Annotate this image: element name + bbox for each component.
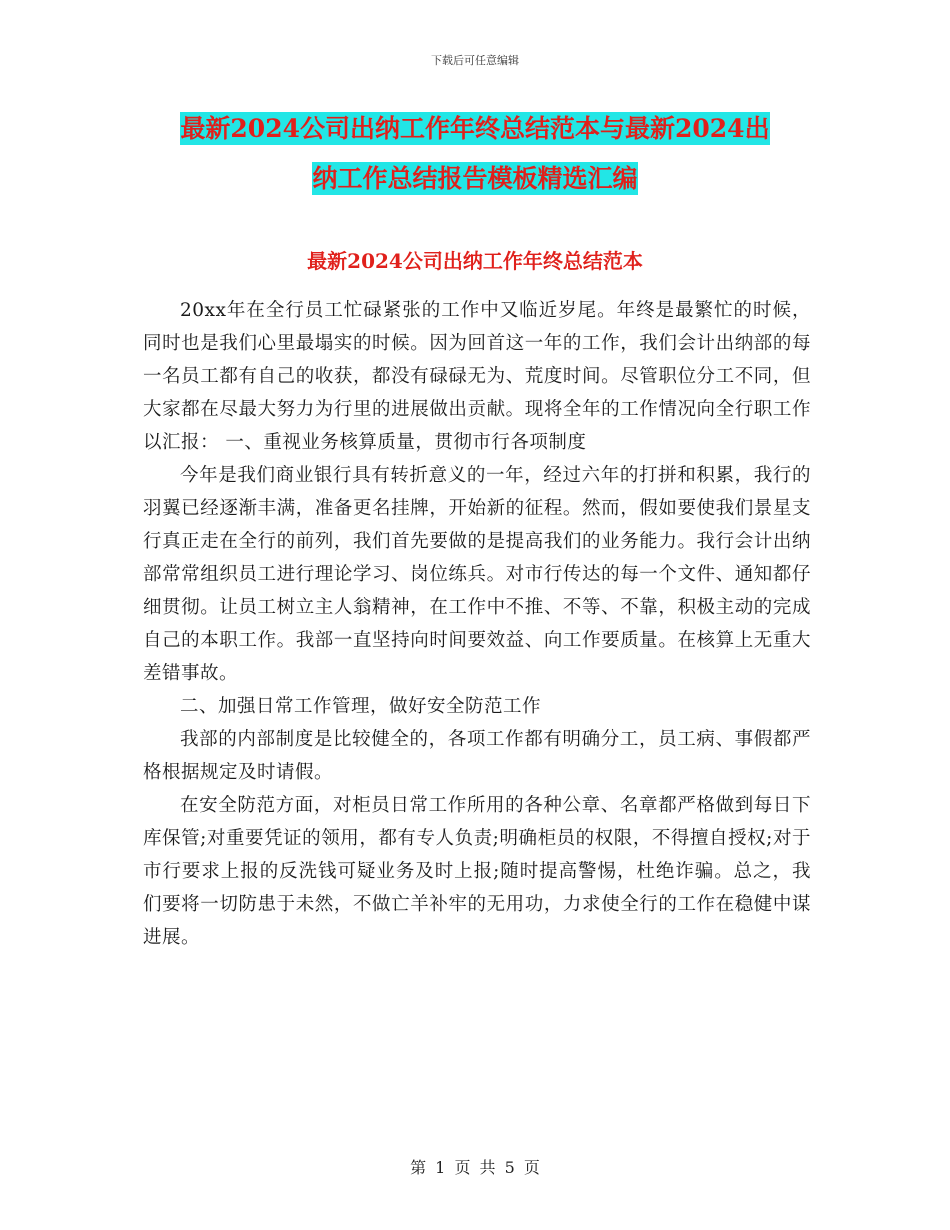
paragraph-5: 在安全防范方面，对柜员日常工作所用的各种公章、名章都严格做到每日下库保管;对重要凭证的领用，都有专人负责;明确柜员的权限，不得擅自授权;对于市行要求上报的反洗钱可疑业务及时上报;随时提高警惕，杜绝诈骗。总之，我们要将一切防患于未然，不做亡羊补牢的无用功，力求使全行的工作在稳健中谋进展。 bbox=[143, 795, 811, 948]
header-note: 下载后可任意编辑 bbox=[431, 54, 519, 67]
paragraph-2: 今年是我们商业银行具有转折意义的一年，经过六年的打拼和积累，我行的羽翼已经逐渐丰满，准备更名挂牌，开始新的征程。然而，假如要使我们景星支行真正走在全行的前列，我们首先要做的是提高我们的业务能力。我行会计出纳部常常组织员工进行理论学习、岗位练兵。对市行传达的每一个文件、通知都仔细贯彻。让员工树立主人翁精神，在工作中不推、不等、不靠，积极主动的完成自己的本职工作。我部一直坚持向时间要效益、向工作要质量。在核算上无重大差错事故。 bbox=[143, 465, 811, 684]
title-line-2: 纳工作总结报告模板精选汇编 bbox=[312, 164, 638, 193]
page-footer: 第 1 页 共 5 页 bbox=[410, 1158, 540, 1177]
paragraph-1: 20xx年在全行员工忙碌紧张的工作中又临近岁尾。年终是最繁忙的时候，同时也是我们心里最塌实的时候。因为回首这一年的工作，我们会计出纳部的每一名员工都有自己的收获，都没有碌碌无为、荒度时间。尽管职位分工不同，但大家都在尽最大努力为行里的进展做出贡献。现将全年的工作情况向全行职工作以汇报： 一、重视业务核算质量，贯彻市行各项制度 bbox=[143, 300, 811, 453]
paragraph-4: 我部的内部制度是比较健全的，各项工作都有明确分工，员工病、事假都严格根据规定及时请假。 bbox=[143, 729, 811, 783]
paragraph-3-heading: 二、加强日常工作管理，做好安全防范工作 bbox=[180, 696, 542, 717]
title-line-1: 最新2024公司出纳工作年终总结范本与最新2024出 bbox=[180, 114, 770, 143]
section-title: 最新2024公司出纳工作年终总结范本 bbox=[307, 249, 643, 273]
document-body bbox=[143, 294, 811, 954]
document-title bbox=[150, 104, 800, 204]
